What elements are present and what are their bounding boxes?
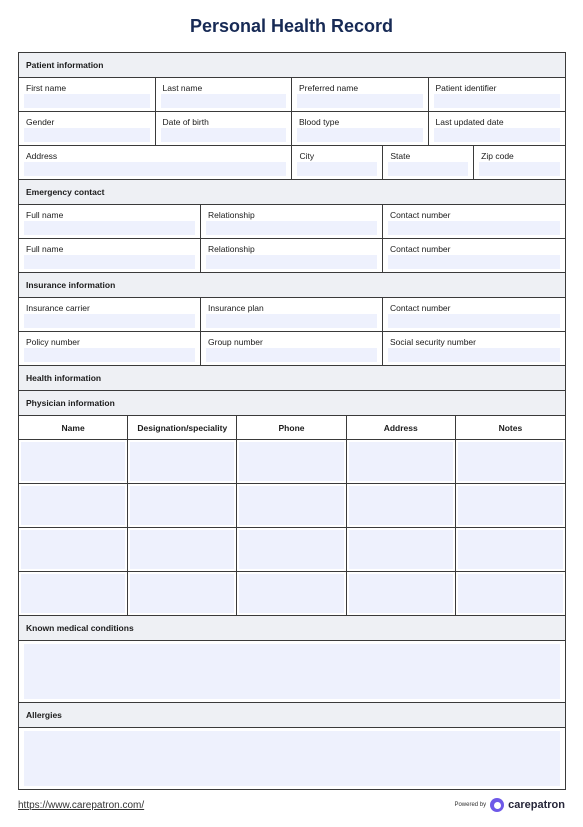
zip-code-cell [474, 146, 565, 179]
patient-identifier-field[interactable] [434, 94, 561, 108]
address-cell [19, 146, 292, 179]
physician-name-cell [19, 528, 128, 571]
emergency-contact-number-cell-2 [383, 239, 565, 272]
emergency-full-name-field-1[interactable] [24, 221, 195, 235]
physician-notes-field[interactable] [458, 530, 563, 569]
physician-phone-field[interactable] [239, 486, 343, 525]
emergency-contact-number-field-1[interactable] [388, 221, 560, 235]
physician-name-field[interactable] [21, 574, 125, 613]
physician-notes-cell [456, 440, 565, 483]
physician-phone-field[interactable] [239, 530, 343, 569]
policy-number-field[interactable] [24, 348, 195, 362]
insurance-carrier-cell [19, 298, 201, 331]
physician-name-cell [19, 572, 128, 615]
insurance-contact-number-cell [383, 298, 565, 331]
insurance-row-2 [19, 332, 565, 366]
physician-address-field[interactable] [349, 574, 453, 613]
emergency-full-name-cell-1 [19, 205, 201, 238]
last-name-cell [156, 78, 293, 111]
physician-name-field[interactable] [21, 442, 125, 481]
physician-name-field[interactable] [21, 530, 125, 569]
physician-notes-cell [456, 484, 565, 527]
physician-name-cell [19, 440, 128, 483]
section-emergency-contact: Emergency contact [19, 180, 565, 205]
powered-by-badge [454, 798, 565, 812]
column-designation: Designation/speciality [128, 416, 237, 439]
table-row [19, 528, 565, 572]
gender-field[interactable] [24, 128, 150, 142]
physician-designation-field[interactable] [130, 486, 234, 525]
patient-row-1 [19, 78, 565, 112]
physician-address-field[interactable] [349, 530, 453, 569]
physician-address-field[interactable] [349, 486, 453, 525]
physician-notes-cell [456, 572, 565, 615]
preferred-name-label: Preferred name [299, 83, 359, 93]
physician-notes-field[interactable] [458, 442, 563, 481]
address-label: Address [26, 151, 58, 161]
known-medical-conditions-box [19, 641, 565, 703]
column-notes: Notes [498, 423, 523, 433]
first-name-field[interactable] [24, 94, 150, 108]
policy-number-cell [19, 332, 201, 365]
city-label: City [299, 151, 315, 161]
section-health-information: Health information [19, 366, 565, 391]
physician-phone-cell [237, 440, 346, 483]
emergency-contact-number-cell-1 [383, 205, 565, 238]
section-patient-information: Patient information [19, 53, 565, 78]
physician-phone-cell [237, 528, 346, 571]
physician-phone-cell [237, 572, 346, 615]
insurance-row-1 [19, 298, 565, 332]
last-updated-cell [429, 112, 566, 145]
physician-table [19, 416, 565, 616]
emergency-full-name-cell-2 [19, 239, 201, 272]
emergency-row-2 [19, 239, 565, 273]
patient-identifier-label: Patient identifier [435, 83, 497, 93]
date-of-birth-label: Date of birth [162, 117, 209, 127]
date-of-birth-cell [156, 112, 293, 145]
physician-designation-cell [128, 572, 237, 615]
patient-row-2 [19, 112, 565, 146]
insurance-contact-number-label: Contact number [390, 303, 451, 313]
state-cell [383, 146, 474, 179]
physician-designation-cell [128, 528, 237, 571]
state-field[interactable] [388, 162, 468, 176]
social-security-number-field[interactable] [388, 348, 560, 362]
table-row [19, 484, 565, 528]
gender-cell [19, 112, 156, 145]
column-name: Name [19, 416, 128, 439]
physician-designation-cell [128, 440, 237, 483]
policy-number-label: Policy number [26, 337, 80, 347]
powered-by-label: Powered by [454, 802, 487, 808]
carepatron-website-link[interactable]: https://www.carepatron.com/ [18, 800, 145, 811]
physician-designation-field[interactable] [130, 442, 234, 481]
emergency-row-1 [19, 205, 565, 239]
physician-name-cell [19, 484, 128, 527]
preferred-name-field[interactable] [297, 94, 423, 108]
column-phone: Phone [237, 416, 346, 439]
address-field[interactable] [24, 162, 286, 176]
last-updated-field[interactable] [434, 128, 561, 142]
physician-phone-cell [237, 484, 346, 527]
insurance-carrier-field[interactable] [24, 314, 195, 328]
social-security-number-cell [383, 332, 565, 365]
section-insurance-information: Insurance information [19, 273, 565, 298]
page-title: Personal Health Record [189, 16, 394, 36]
physician-table-header [19, 416, 565, 440]
emergency-contact-number-field-2[interactable] [388, 255, 560, 269]
city-field[interactable] [297, 162, 377, 176]
insurance-contact-number-field[interactable] [388, 314, 560, 328]
health-record-form [18, 52, 566, 790]
patient-row-3 [19, 146, 565, 180]
group-number-label: Group number [208, 337, 263, 347]
group-number-cell [201, 332, 383, 365]
emergency-contact-number-label: Contact number [390, 210, 451, 220]
first-name-cell [19, 78, 156, 111]
city-cell [292, 146, 383, 179]
date-of-birth-field[interactable] [161, 128, 287, 142]
insurance-plan-label: Insurance plan [208, 303, 264, 313]
table-row [19, 440, 565, 484]
allergies-box [19, 728, 565, 789]
physician-phone-field[interactable] [239, 442, 343, 481]
table-row [19, 572, 565, 616]
section-physician-information: Physician information [19, 391, 565, 416]
insurance-carrier-label: Insurance carrier [26, 303, 90, 313]
physician-address-cell [347, 572, 456, 615]
physician-notes-field[interactable] [458, 574, 563, 613]
physician-address-cell [347, 484, 456, 527]
blood-type-label: Blood type [299, 117, 340, 127]
physician-phone-field[interactable] [239, 574, 343, 613]
emergency-relationship-label: Relationship [208, 210, 255, 220]
preferred-name-cell [292, 78, 429, 111]
group-number-field[interactable] [206, 348, 377, 362]
zip-code-label: Zip code [481, 151, 514, 161]
carepatron-logo-icon [490, 798, 504, 812]
physician-notes-cell [456, 528, 565, 571]
emergency-full-name-label: Full name [26, 210, 64, 220]
last-name-label: Last name [162, 83, 203, 93]
blood-type-cell [292, 112, 429, 145]
last-updated-label: Last updated date [435, 117, 504, 127]
blood-type-field[interactable] [297, 128, 423, 142]
physician-notes-field[interactable] [458, 486, 563, 525]
physician-address-field[interactable] [349, 442, 453, 481]
state-label: State [390, 151, 411, 161]
emergency-relationship-cell-2 [201, 239, 383, 272]
physician-name-field[interactable] [21, 486, 125, 525]
carepatron-brand: carepatron [508, 799, 565, 811]
physician-address-cell [347, 440, 456, 483]
emergency-contact-number-label: Contact number [390, 244, 451, 254]
patient-identifier-cell [429, 78, 566, 111]
column-address: Address [347, 416, 456, 439]
emergency-relationship-field-2[interactable] [206, 255, 377, 269]
physician-designation-field[interactable] [130, 574, 234, 613]
emergency-relationship-label: Relationship [208, 244, 255, 254]
section-known-medical-conditions: Known medical conditions [19, 616, 565, 641]
emergency-full-name-label: Full name [26, 244, 64, 254]
physician-address-cell [347, 528, 456, 571]
known-medical-conditions-field[interactable] [24, 644, 560, 699]
emergency-relationship-field-1[interactable] [206, 221, 377, 235]
emergency-relationship-cell-1 [201, 205, 383, 238]
first-name-label: First name [26, 83, 67, 93]
emergency-full-name-field-2[interactable] [24, 255, 195, 269]
zip-code-field[interactable] [479, 162, 560, 176]
insurance-plan-field[interactable] [206, 314, 377, 328]
allergies-field[interactable] [24, 731, 560, 786]
physician-designation-field[interactable] [130, 530, 234, 569]
section-allergies: Allergies [19, 703, 565, 728]
physician-designation-cell [128, 484, 237, 527]
last-name-field[interactable] [161, 94, 287, 108]
gender-label: Gender [26, 117, 55, 127]
social-security-number-label: Social security number [390, 337, 476, 347]
insurance-plan-cell [201, 298, 383, 331]
